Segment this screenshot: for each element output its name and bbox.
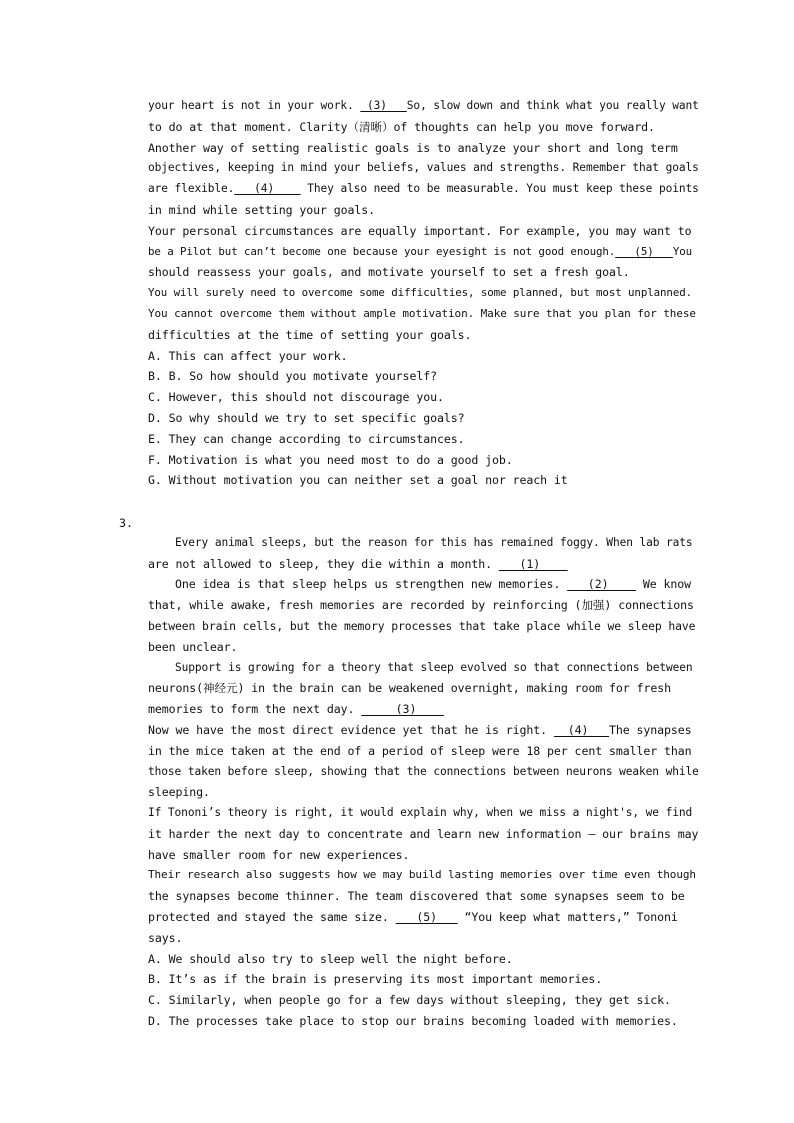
- answer-option: G. Without motivation you can neither set a goal nor reach it: [148, 473, 568, 488]
- answer-option: D. So why should we try to set specific goals?: [148, 410, 465, 425]
- text-line: [148, 699, 700, 720]
- answer-blank[interactable]: (3): [360, 99, 407, 112]
- text-line: been unclear.: [148, 639, 238, 654]
- text-line: it harder the next day to concentrate and learn new information — our brains may: [148, 826, 699, 841]
- document-page: [148, 96, 700, 1032]
- line-text: One idea is that sleep helps us strengthen new memories.: [175, 577, 568, 592]
- text-line: between brain cells, but the memory processes that take place while we sleep have: [148, 618, 696, 633]
- passage-2-continuation: [148, 96, 700, 346]
- answer-option: A. We should also try to sleep well the night before.: [148, 951, 513, 966]
- line-text: your heart is not in your work.: [148, 99, 361, 112]
- text-line: in mind while setting your goals.: [148, 202, 376, 217]
- answer-option: B. It’s as if the brain is preserving its most important memories.: [148, 972, 603, 987]
- line-text: So, slow down and think what you really want: [406, 99, 699, 112]
- line-text: They also need to be measurable. You must keep these points: [300, 182, 699, 196]
- text-line: If Tononi’s theory is right, it would explain why, when we miss a night's, we find: [148, 806, 693, 820]
- text-line: [148, 179, 700, 200]
- text-line: Your personal circumstances are equally important. For example, you may want to: [148, 223, 692, 238]
- passage-3: [148, 533, 700, 949]
- text-line: those taken before sleep, showing that the connections between neurons weaken while: [148, 764, 699, 778]
- answer-blank[interactable]: (2): [567, 577, 636, 592]
- answer-blank[interactable]: (5): [395, 910, 458, 925]
- text-line: the synapses become thinner. The team discovered that some synapses seem to be: [148, 889, 685, 904]
- line-text: Now we have the most direct evidence yet that he is right.: [148, 722, 554, 737]
- line-text: protected and stayed the same size.: [148, 910, 396, 925]
- line-text: The synapses: [608, 722, 692, 737]
- text-line: Support is growing for a theory that sleep evolved so that connections between: [175, 660, 693, 674]
- passage-3-options: [148, 949, 700, 1032]
- line-text: memories to form the next day.: [148, 702, 362, 717]
- line-text: be a Pilot but can’t become one because your eyesight is not good enough.: [148, 244, 616, 258]
- section-gap: [148, 491, 700, 533]
- text-line: says.: [148, 930, 183, 945]
- answer-blank[interactable]: (5): [615, 244, 673, 258]
- text-line: [148, 96, 700, 117]
- answer-option: C. Similarly, when people go for a few days without sleeping, they get sick.: [148, 993, 671, 1008]
- answer-option: B. B. So how should you motivate yourself?: [148, 369, 437, 384]
- text-line: Their research also suggests how we may build lasting memories over time even though: [148, 868, 696, 882]
- answer-option: D. The processes take place to stop our brains becoming loaded with memories.: [148, 1014, 678, 1029]
- line-text: “You keep what matters,” Tononi: [457, 910, 678, 925]
- answer-option: A. This can affect your work.: [148, 348, 348, 363]
- text-line: have smaller room for new experiences.: [148, 847, 410, 862]
- text-line: [148, 720, 700, 741]
- text-line: Every animal sleeps, but the reason for this has remained foggy. When lab rats: [175, 535, 693, 549]
- text-line: You cannot overcome them without ample motivation. Make sure that you plan for these: [148, 306, 696, 320]
- question-number: 3.: [119, 516, 133, 530]
- line-text: We know: [635, 577, 692, 592]
- line-text: are not allowed to sleep, they die within a month.: [148, 556, 499, 571]
- answer-option: F. Motivation is what you need most to do a good job.: [148, 452, 513, 467]
- answer-blank[interactable]: (4): [234, 182, 301, 196]
- text-line: that, while awake, fresh memories are recorded by reinforcing (加强) connections: [148, 598, 694, 613]
- text-line: objectives, keeping in mind your beliefs, values and strengths. Remember that goals: [148, 161, 699, 175]
- text-line: to do at that moment. Clarity（清晰）of thoughts can help you move forward.: [148, 119, 655, 134]
- text-line: difficulties at the time of setting your goals.: [148, 327, 472, 342]
- text-line: neurons(神经元) in the brain can be weakened overnight, making room for fresh: [148, 681, 671, 696]
- answer-blank[interactable]: (3): [361, 702, 444, 717]
- answer-option: C. However, this should not discourage you.: [148, 390, 444, 405]
- text-line: You will surely need to overcome some difficulties, some planned, but most unplanned.: [148, 286, 693, 300]
- answer-option: E. They can change according to circumstances.: [148, 431, 465, 446]
- text-line: Another way of setting realistic goals is to analyze your short and long term: [148, 140, 678, 155]
- text-line: should reassess your goals, and motivate yourself to set a fresh goal.: [148, 265, 630, 280]
- line-text: You: [672, 244, 693, 258]
- text-line: in the mice taken at the end of a period of sleep were 18 per cent smaller than: [148, 743, 692, 758]
- line-text: are flexible.: [148, 182, 235, 196]
- answer-blank[interactable]: (1): [498, 556, 568, 571]
- passage-2-options: [148, 346, 700, 492]
- text-line: sleeping.: [148, 785, 210, 800]
- text-line: [148, 554, 700, 575]
- answer-blank[interactable]: (4): [553, 722, 609, 737]
- text-line: [148, 907, 700, 928]
- text-line: [148, 242, 700, 263]
- text-line: [148, 574, 700, 595]
